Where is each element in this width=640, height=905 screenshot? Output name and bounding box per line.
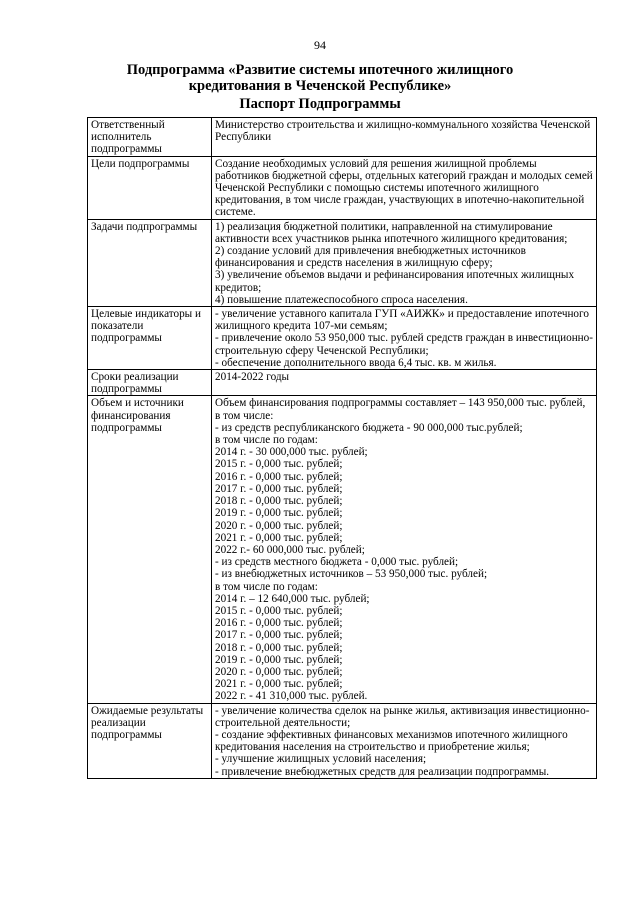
row-value	[212, 118, 597, 157]
value-line: Объем финансирования подпрограммы составляет – 143 950,000 тыс. рублей, в том числе:	[215, 397, 586, 422]
table-row	[88, 370, 597, 396]
value-line: 2019 г. - 0,000 тыс. рублей;	[215, 653, 343, 666]
value-line: - создание эффективных финансовых механизмов ипотечного жилищного кредитования населения на строительство и приобретение жилья;	[215, 728, 568, 754]
value-line: 2015 г. - 0,000 тыс. рублей;	[215, 458, 343, 471]
row-label: Ответственный исполнитель подпрограммы	[88, 118, 212, 157]
value-line: Создание необходимых условий для решения жилищной проблемы работников бюджетной сферы, отдельных категорий граждан и молодых семей Чеченской Республики с помощью системы ипотечного жилищного кредитования, в том числе граждан, участвующих в ипотечно-накопительной системе.	[215, 157, 593, 219]
row-label: Ожидаемые результаты реализации подпрограммы	[88, 703, 212, 778]
value-line: 2016 г. - 0,000 тыс. рублей;	[215, 470, 343, 483]
value-line: 3) увеличение объемов выдачи и рефинансирования ипотечных жилищных кредитов;	[215, 269, 575, 294]
row-value	[212, 370, 597, 396]
value-line: 2014 г. – 12 640,000 тыс. рублей;	[215, 592, 370, 605]
row-value	[212, 703, 597, 778]
row-label: Задачи подпрограммы	[88, 219, 212, 306]
value-line: 2015 г. - 0,000 тыс. рублей;	[215, 604, 343, 617]
passport-table	[87, 117, 597, 779]
value-line: 2017 г. - 0,000 тыс. рублей;	[215, 629, 343, 642]
value-line: 2021 г. - 0,000 тыс. рублей;	[215, 531, 343, 544]
table-row	[88, 307, 597, 370]
value-line: - привлечение внебюджетных средств для реализации подпрограммы.	[215, 765, 550, 778]
value-line: 2018 г. - 0,000 тыс. рублей;	[215, 641, 343, 654]
table-row	[88, 703, 597, 778]
value-line: 2) создание условий для привлечения внебюджетных источников финансирования и средств населения в жилищную сферу;	[215, 245, 526, 270]
table-row	[88, 118, 597, 157]
value-line: - из средств республиканского бюджета - 90 000,000 тыс.рублей;	[215, 421, 523, 434]
value-line: - привлечение около 53 950,000 тыс. рублей средств граждан в инвестиционно-строительную сферу Чеченской Республики;	[215, 332, 593, 357]
row-label: Целевые индикаторы и показатели подпрограммы	[88, 307, 212, 370]
row-label: Цели подпрограммы	[88, 156, 212, 219]
value-line: 2018 г. - 0,000 тыс. рублей;	[215, 495, 343, 508]
row-value	[212, 307, 597, 370]
value-line: - увеличение количества сделок на рынке жилья, активизация инвестиционно-строительной деятельности;	[215, 704, 590, 729]
row-value	[212, 219, 597, 306]
value-line: 2016 г. - 0,000 тыс. рублей;	[215, 617, 343, 630]
value-line: Министерство строительства и жилищно-коммунального хозяйства Чеченской Республики	[215, 119, 591, 144]
value-line: 4) повышение платежеспособного спроса населения.	[215, 293, 468, 306]
value-line: 2017 г. - 0,000 тыс. рублей;	[215, 482, 343, 495]
value-line: 1) реализация бюджетной политики, направленной на стимулирование активности всех участников рынка ипотечного жилищного кредитования;	[215, 220, 568, 245]
value-line: - увеличение уставного капитала ГУП «АИЖК» и предоставление ипотечного жилищного кредита 107-ми семьям;	[215, 308, 589, 333]
value-line: - из внебюджетных источников – 53 950,000 тыс. рублей;	[215, 568, 488, 581]
table-row	[88, 219, 597, 306]
value-line: 2019 г. - 0,000 тыс. рублей;	[215, 507, 343, 520]
value-line: 2022 г. - 41 310,000 тыс. рублей.	[215, 690, 368, 703]
value-line: в том числе по годам:	[215, 434, 318, 447]
value-line: 2021 г. - 0,000 тыс. рублей;	[215, 678, 343, 691]
value-line: - обеспечение дополнительного ввода 6,4 тыс. кв. м жилья.	[215, 356, 497, 369]
page-number: 94	[314, 38, 326, 52]
table-row	[88, 396, 597, 703]
row-label: Сроки реализации подпрограммы	[88, 370, 212, 396]
document-title	[100, 62, 540, 94]
row-label: Объем и источники финансирования подпрограммы	[88, 396, 212, 703]
title-line-1: Подпрограмма «Развитие системы ипотечного жилищного	[126, 62, 514, 78]
row-value	[212, 156, 597, 219]
value-line: - из средств местного бюджета - 0,000 тыс. рублей;	[215, 556, 459, 569]
passport-heading: Паспорт Подпрограммы	[239, 96, 401, 112]
value-line: 2014 г. - 30 000,000 тыс. рублей;	[215, 446, 368, 459]
value-line: 2014-2022 годы	[215, 371, 290, 384]
row-value	[212, 396, 597, 703]
passport-table-body	[88, 118, 597, 779]
value-line: в том числе по годам:	[215, 580, 318, 593]
value-line: 2020 г. - 0,000 тыс. рублей;	[215, 519, 343, 532]
value-line: 2020 г. - 0,000 тыс. рублей;	[215, 665, 343, 678]
value-line: 2022 г.- 60 000,000 тыс. рублей;	[215, 543, 365, 556]
title-line-2: кредитования в Чеченской Республике»	[188, 78, 452, 94]
value-line: - улучшение жилищных условий населения;	[215, 753, 427, 766]
table-row	[88, 156, 597, 219]
